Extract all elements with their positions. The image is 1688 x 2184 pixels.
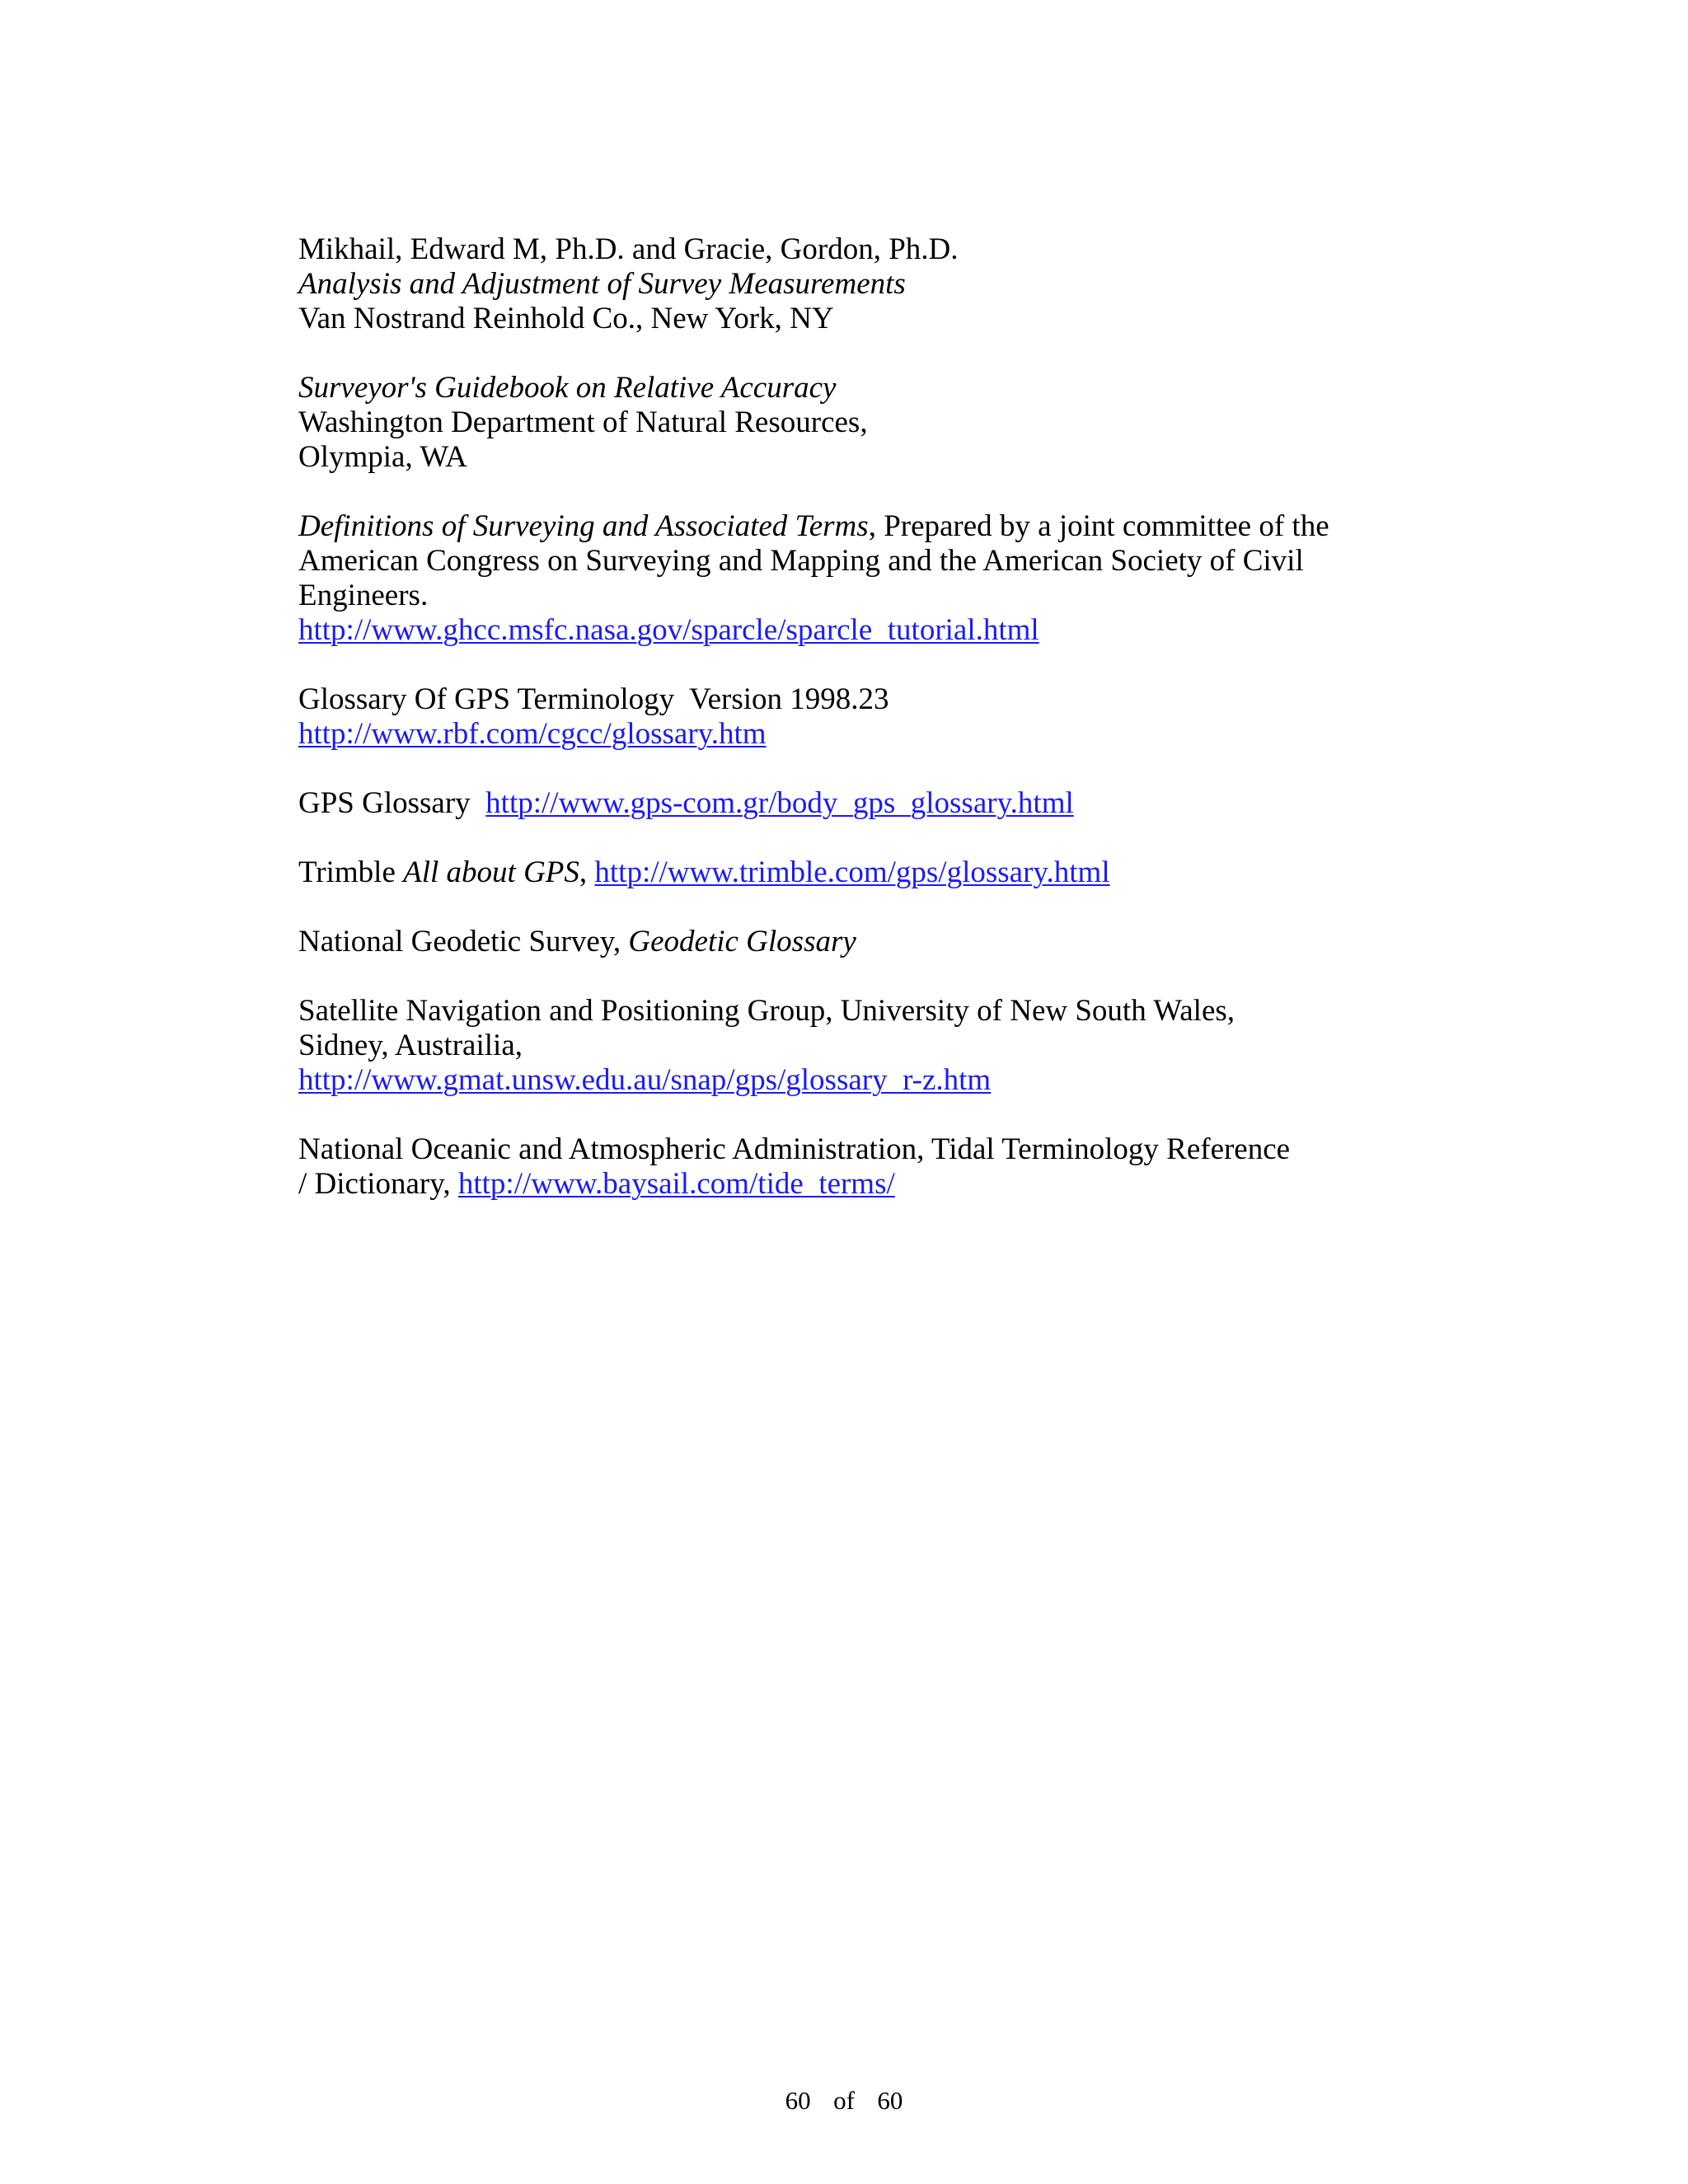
page-number: 60 of 60: [785, 2086, 903, 2115]
reference-location: Olympia, WA: [298, 440, 467, 474]
reference-link[interactable]: http://www.ghcc.msfc.nasa.gov/sparcle/sparcle_tutorial.html: [298, 613, 1039, 647]
reference-title: Glossary Of GPS Terminology Version 1998.23: [298, 682, 889, 716]
reference-noaa: [298, 1132, 1403, 1202]
reference-publisher: Trimble: [298, 855, 404, 889]
reference-title: Geodetic Glossary: [628, 925, 856, 958]
reference-title: GPS Glossary: [298, 786, 486, 820]
reference-separator: ,: [579, 855, 595, 889]
reference-gps-terminology: [298, 682, 1403, 752]
reference-publisher: Van Nostrand Reinhold Co., New York, NY: [298, 302, 834, 335]
reference-description: [298, 509, 1403, 613]
reference-details: , Prepared by a joint committee of the American Congress on Surveying and Mapping and the American Society of Civil Engineers.: [298, 509, 1329, 612]
reference-publisher: Washington Department of Natural Resources,: [298, 405, 868, 439]
reference-title: Definitions of Surveying and Associated Terms: [298, 509, 869, 543]
reference-snap: [298, 994, 1403, 1098]
reference-link[interactable]: http://www.baysail.com/tide_terms/: [457, 1167, 895, 1201]
reference-link[interactable]: http://www.gmat.unsw.edu.au/snap/gps/glossary_r-z.htm: [298, 1063, 992, 1097]
reference-trimble: [298, 855, 1403, 890]
reference-definitions: [298, 509, 1403, 648]
references-list: [298, 232, 1403, 1236]
reference-ngs: [298, 925, 1403, 959]
reference-publisher: National Oceanic and Atmospheric Administration, Tidal Terminology Reference: [298, 1132, 1291, 1166]
reference-link[interactable]: http://www.rbf.com/cgcc/glossary.htm: [298, 717, 767, 751]
reference-publisher: Satellite Navigation and Positioning Group, University of New South Wales,: [298, 994, 1236, 1028]
reference-title: / Dictionary,: [298, 1167, 458, 1201]
reference-mikhail: [298, 232, 1403, 336]
reference-link[interactable]: http://www.trimble.com/gps/glossary.html: [594, 855, 1110, 889]
reference-title: Analysis and Adjustment of Survey Measurements: [298, 267, 906, 301]
reference-title: Surveyor's Guidebook on Relative Accuracy: [298, 371, 837, 405]
reference-location: Sidney, Austrailia,: [298, 1029, 523, 1062]
reference-publisher: National Geodetic Survey,: [298, 925, 629, 958]
reference-link[interactable]: http://www.gps-com.gr/body_gps_glossary.html: [485, 786, 1074, 820]
reference-gps-glossary: [298, 786, 1403, 821]
reference-title: All about GPS: [403, 855, 579, 889]
reference-authors: Mikhail, Edward M, Ph.D. and Gracie, Gordon, Ph.D.: [298, 232, 959, 266]
reference-surveyor-guidebook: [298, 371, 1403, 475]
